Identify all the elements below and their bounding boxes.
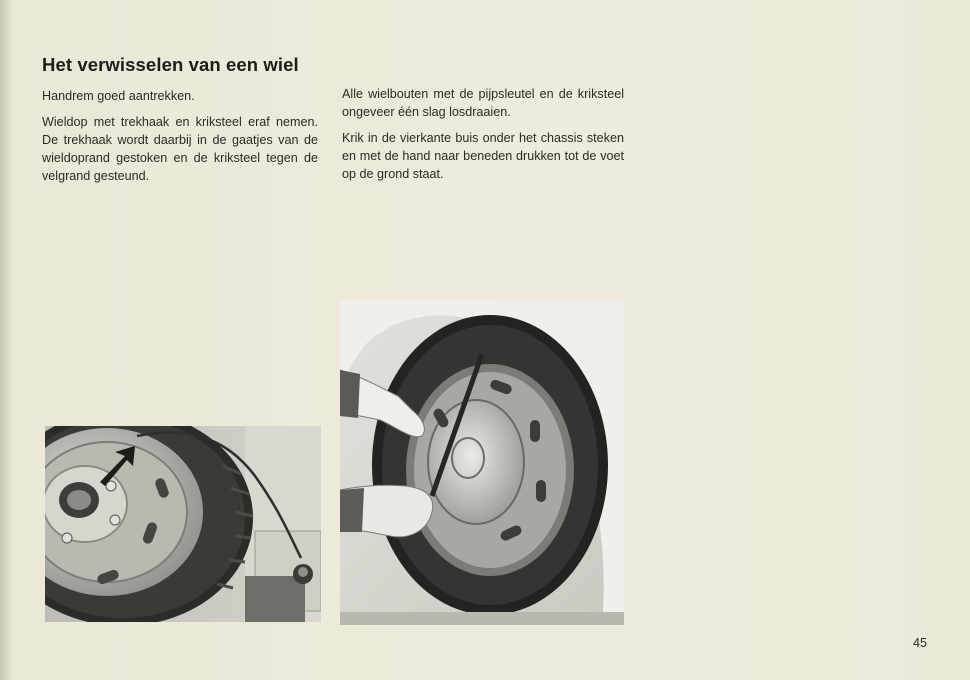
page-heading: Het verwisselen van een wiel [42,54,299,75]
instruction-paragraph-1: Handrem goed aantrekken. [42,89,195,103]
instruction-paragraph-4: Krik in de vierkante buis onder het chassis steken en met de hand naar beneden drukken tot de voet op de grond staat. [342,131,624,181]
instruction-paragraph-2: Wieldop met trekhaak en kriksteel eraf nemen. De trekhaak wordt daarbij in de gaatjes van de wieldoprand gestoken en de kriksteel tegen de velgrand gesteund. [42,115,318,183]
instruction-paragraph-3: Alle wielbouten met de pijpsleutel en de kriksteel ongeveer één slag losdraaien. [342,87,624,119]
page-spine-shadow [0,0,12,680]
page-number: 45 [913,636,927,650]
loosening-wheel-bolts-photo [340,300,624,625]
right-text-column [342,85,624,191]
wheel-hubcap-removed-photo [45,426,321,622]
left-text-column [42,87,318,193]
